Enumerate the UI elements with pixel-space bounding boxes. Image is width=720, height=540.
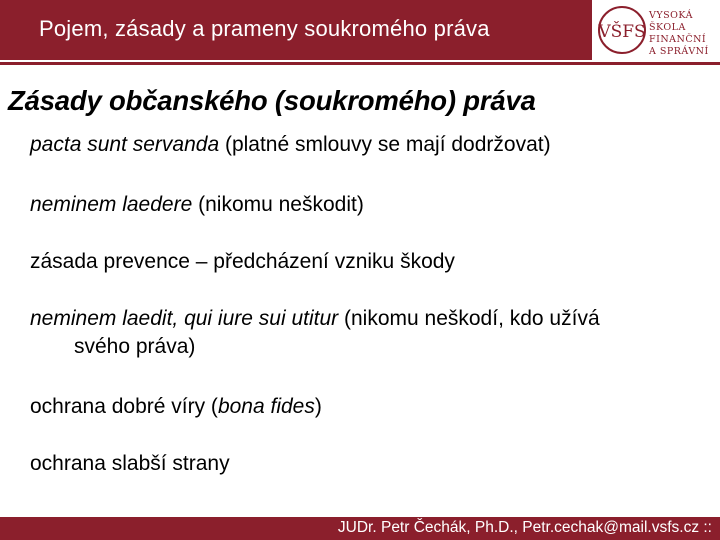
logo-monogram: VŠFS — [598, 22, 646, 42]
header-divider — [0, 62, 720, 65]
slide-title: Zásady občanského (soukromého) práva — [8, 85, 536, 116]
school-logo — [594, 2, 720, 60]
list-item — [30, 248, 455, 276]
list-item — [30, 450, 230, 478]
logo-line-3: A SPRÁVNÍ — [649, 46, 709, 57]
principle-text: zásada prevence – předcházení vzniku škody — [30, 250, 455, 273]
footer-author-contact: JUDr. Petr Čechák, Ph.D., Petr.cechak@mail.vsfs.cz :: — [337, 519, 712, 536]
logo-line-2: FINANČNÍ — [649, 34, 707, 45]
translation-continued: svého práva) — [74, 335, 196, 358]
footer-bar — [0, 517, 720, 540]
translation: (nikomu neškodí, kdo užívá — [338, 307, 600, 330]
list-item — [30, 393, 322, 421]
logo-line-1: VYSOKÁ ŠKOLA — [649, 10, 694, 33]
principle-text: ochrana dobré víry ( — [30, 395, 218, 418]
principle-text: ochrana slabší strany — [30, 452, 230, 475]
header-bar — [0, 0, 592, 60]
latin-term: neminem laedit, qui iure sui utitur — [30, 307, 339, 330]
header-title: Pojem, zásady a prameny soukromého práva — [39, 16, 490, 41]
list-item — [30, 191, 364, 219]
closing-paren: ) — [314, 395, 322, 418]
vsfs-monogram-icon — [596, 4, 648, 56]
list-item — [30, 305, 710, 361]
logo-school-name — [649, 10, 720, 58]
list-item — [30, 131, 551, 159]
latin-term: bona fides — [217, 395, 315, 418]
translation: (nikomu neškodit) — [192, 193, 364, 216]
latin-term: neminem laedere — [30, 193, 193, 216]
latin-term: pacta sunt servanda — [30, 133, 220, 156]
translation: (platné smlouvy se mají dodržovat) — [219, 133, 551, 156]
